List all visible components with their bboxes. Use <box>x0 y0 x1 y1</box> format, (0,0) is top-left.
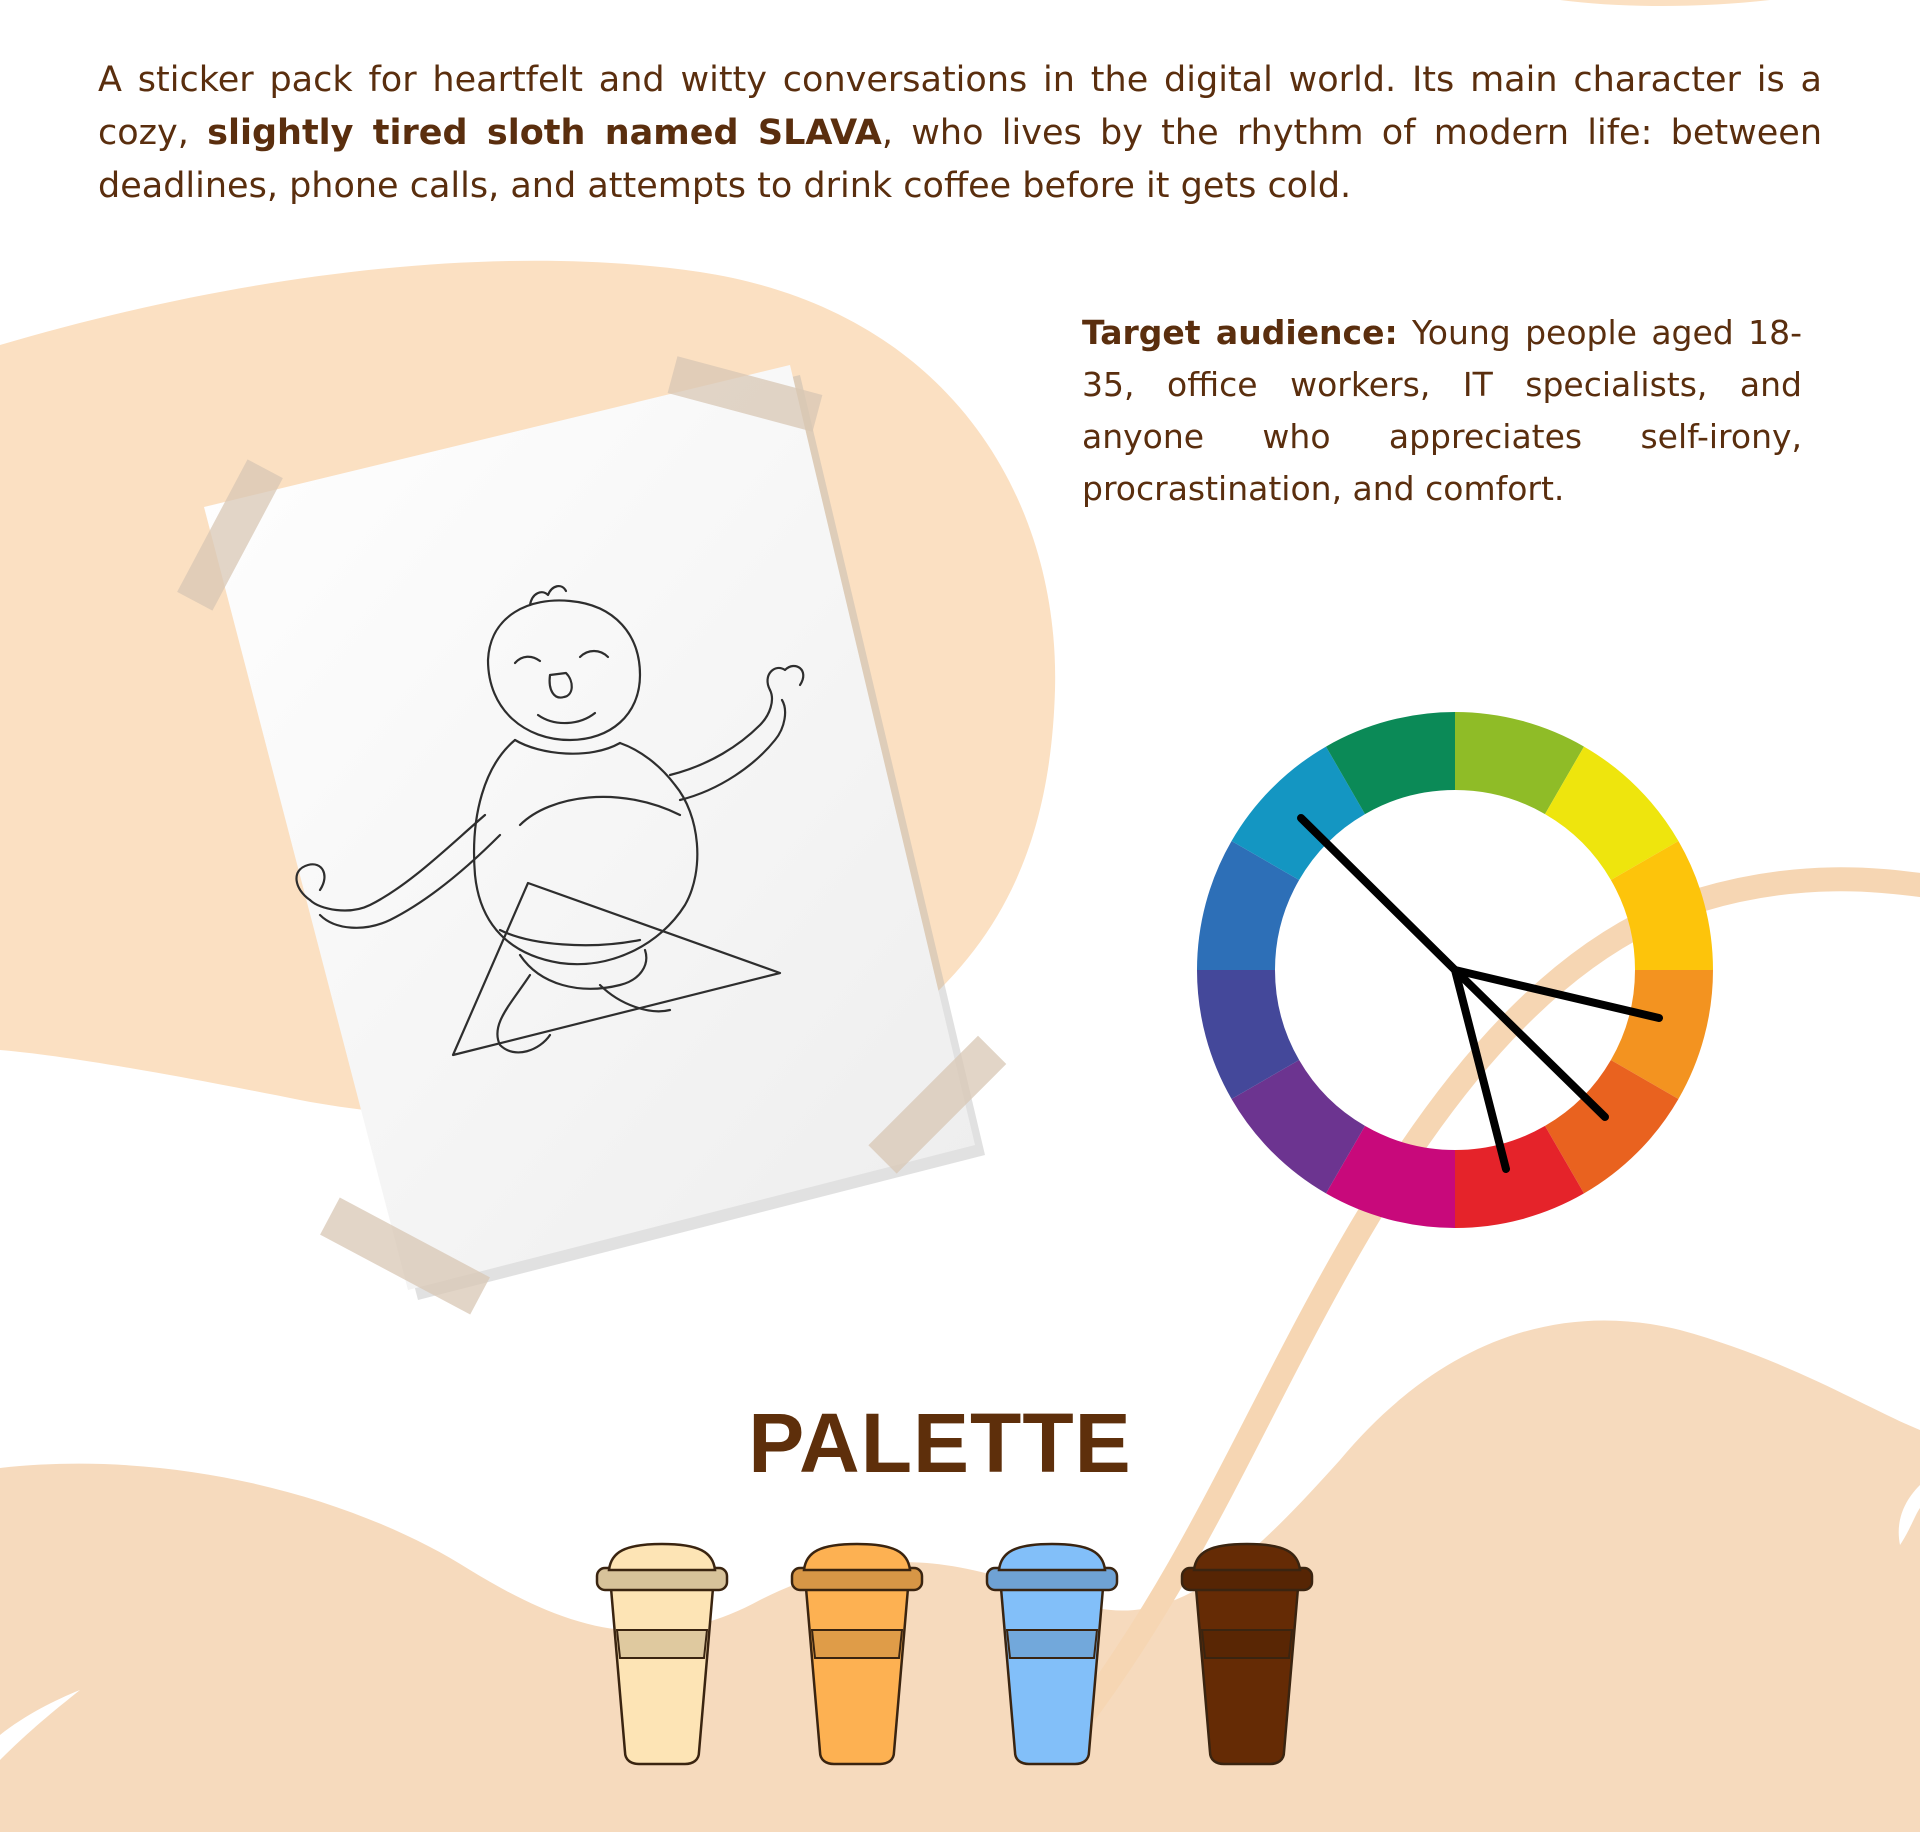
intro-text-2: , who lives by the rhythm of modern life: between deadlines, phone calls, and attempts to drink coffee before it gets cold. <box>98 113 1822 206</box>
palette-cup-1 <box>597 1544 727 1764</box>
intro-text-1: A sticker pack for heartfelt and witty conversations in the digital world. Its main character is a cozy, <box>98 60 1822 153</box>
color-wheel <box>1190 705 1720 1235</box>
intro-highlight: slightly tired sloth named SLAVA <box>207 113 882 153</box>
background-blob-corner <box>1560 0 1770 6</box>
intro-paragraph <box>98 54 1822 213</box>
palette-title: PALETTE <box>748 1396 1132 1490</box>
palette-cup-2 <box>792 1544 922 1764</box>
palette-cup-4 <box>1182 1544 1312 1764</box>
palette-cups <box>595 1540 1335 1770</box>
target-audience-paragraph <box>1082 307 1802 515</box>
target-audience-label: Target audience: <box>1082 313 1398 352</box>
target-audience-text: Young people aged 18-35, office workers, IT specialists, and anyone who appreciates self-irony, procrastination, and comfort. <box>1082 313 1802 508</box>
palette-cup-3 <box>987 1544 1117 1764</box>
sloth-sketch-illustration <box>170 345 1020 1335</box>
paper-sheet <box>204 365 985 1300</box>
